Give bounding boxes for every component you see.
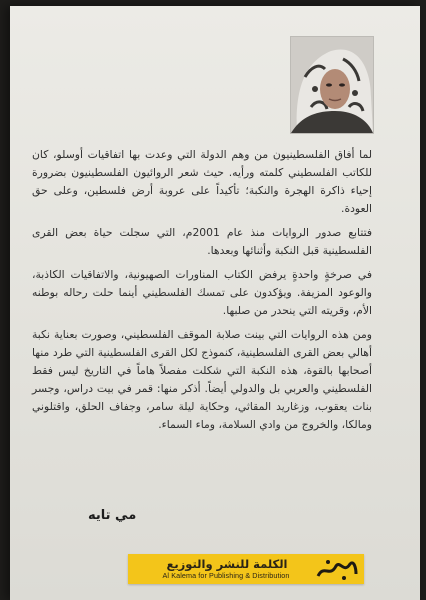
back-cover: [10, 6, 420, 600]
author-photo: [290, 36, 374, 134]
synopsis-text: [32, 146, 372, 440]
publisher-band: [128, 554, 364, 584]
synopsis-paragraph-1: لما أفاق الفلسطينيون من وهم الدولة التي وعدت بها اتفاقيات أوسلو، كان للكاتب الفلسطيني كلمته ورأيه. حيث شعر الروائيون الفلسطينيون بضرورة إحياء ذاكرة الهجرة والنكبة؛ تأكيداً على عروبة أرض فلسطين، وعلى حق العودة.: [32, 148, 372, 215]
synopsis-paragraph-2: فتتابع صدور الروايات منذ عام 2001م، التي سجلت حياة بعض القرى الفلسطينية قبل النكبة وأثنائها وبعدها.: [32, 226, 372, 257]
publisher-logo-icon: [314, 556, 360, 582]
synopsis-paragraph-3: في صرخةٍ واحدةٍ يرفض الكتاب المناورات الصهيونية، والاتفاقيات الكاذبة، والوعود المزيفة. ويؤكدون على تمسك الفلسطيني أينما حلت رحاله بوطنه الأم، وقريته التي ينحدر من صلبها.: [32, 268, 372, 317]
publisher-name-english: Al Kalema for Publishing & Distribution: [162, 571, 290, 580]
synopsis-paragraph-4: ومن هذه الروايات التي بينت صلابة الموقف الفلسطيني، وصورت بعناية نكبة أهالي بعض القرى الفلسطينية، كنموذج لكل القرى الفلسطينية التي طرد منها أصحابها بالقوة، هذه النكبة التي شكلت مفصلاً هاماً في التاريخ ليس فقط الفلسطيني والعربي بل والدولي أيضاً. أذكر منها: قمر في بيت دراس، وجسر بنات يعقوب، وزغاريد المقاثي، وحكاية ليلة سامر، وجفاف الحلق، واقتلوني ومالكا، والخروج من وادي السلامة، وماء السماء.: [32, 328, 372, 431]
author-signature: مي تايه: [88, 508, 137, 523]
author-portrait-icon: [291, 37, 373, 133]
publisher-name-arabic: الكلمة للنشر والتوزيع: [166, 557, 288, 571]
